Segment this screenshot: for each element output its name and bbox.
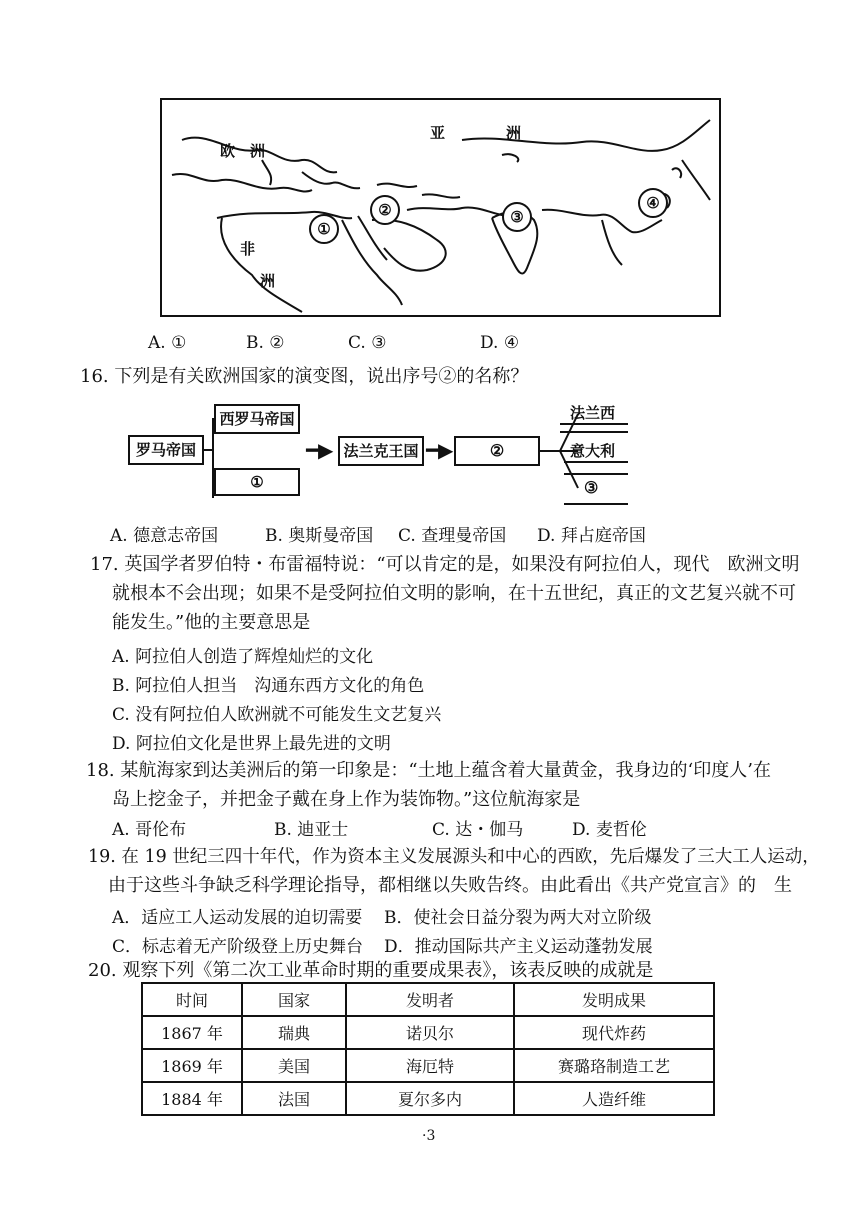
table-row bbox=[142, 1082, 714, 1115]
map-label-europe: 欧 洲 bbox=[220, 142, 266, 160]
q17-option-c: C. 没有阿拉伯人欧洲就不可能发生文艺复兴 bbox=[112, 705, 442, 725]
diagram-marker-1-box: ① bbox=[214, 468, 300, 496]
q17-stem-line-2: 就根本不会出现；如果不是受阿拉伯文明的影响，在十五世纪，真正的文艺复兴就不可 bbox=[112, 583, 796, 604]
q18-option-c: C. 达・伽马 bbox=[432, 820, 524, 840]
q15-option-a: A. ① bbox=[148, 333, 187, 353]
diagram-frankish-kingdom: 法兰克王国 bbox=[338, 436, 424, 466]
map-marker-4: ④ bbox=[638, 188, 668, 218]
table-cell: 现代炸药 bbox=[514, 1016, 714, 1049]
table-header-cell: 时间 bbox=[142, 983, 242, 1016]
table-cell: 诺贝尔 bbox=[346, 1016, 514, 1049]
diagram-france: 法兰西 bbox=[570, 404, 616, 422]
table-cell: 赛璐珞制造工艺 bbox=[514, 1049, 714, 1082]
q16-option-c: C. 查理曼帝国 bbox=[398, 526, 507, 546]
q15-option-b: B. ② bbox=[246, 333, 285, 353]
table-header-row bbox=[142, 983, 714, 1016]
map-marker-1: ① bbox=[309, 214, 339, 244]
arrow-icon: ━▶ bbox=[426, 438, 454, 462]
q16-evolution-diagram bbox=[128, 400, 638, 510]
map-label-asia-1: 亚 bbox=[430, 124, 446, 142]
achievements-table bbox=[141, 982, 715, 1116]
table-header-cell: 发明成果 bbox=[514, 983, 714, 1016]
q18-option-d: D. 麦哲伦 bbox=[572, 820, 647, 840]
table-cell: 瑞典 bbox=[242, 1016, 346, 1049]
q19-stem-line-2: 由于这些斗争缺乏科学理论指导，都相继以失败告终。由此看出《共产党宣言》的 生 bbox=[108, 875, 792, 896]
q16-option-a: A. 德意志帝国 bbox=[110, 526, 219, 546]
q16-option-b: B. 奥斯曼帝国 bbox=[265, 526, 374, 546]
q15-option-c: C. ③ bbox=[348, 333, 387, 353]
map-label-africa-1: 非 bbox=[240, 240, 256, 258]
table-row bbox=[142, 1049, 714, 1082]
arrow-icon: ━▶ bbox=[306, 438, 334, 462]
map-label-asia-2: 洲 bbox=[506, 124, 522, 142]
table-cell: 夏尔多内 bbox=[346, 1082, 514, 1115]
q17-option-d: D. 阿拉伯文化是世界上最先进的文明 bbox=[112, 734, 391, 754]
table-row bbox=[142, 1016, 714, 1049]
q19-stem-line-1: 19. 在 19 世纪三四十年代，作为资本主义发展源头和中心的西欧，先后爆发了三大工人运动， bbox=[88, 847, 820, 867]
diagram-italy: 意大利 bbox=[570, 442, 616, 460]
diagram-western-roman-empire: 西罗马帝国 bbox=[214, 404, 300, 434]
table-cell: 人造纤维 bbox=[514, 1082, 714, 1115]
q19-option-d: D．推动国际共产主义运动蓬勃发展 bbox=[384, 937, 653, 957]
page-number: ·3 bbox=[422, 1128, 436, 1144]
map-marker-3: ③ bbox=[502, 202, 532, 232]
q19-option-c: C．标志着无产阶级登上历史舞台 bbox=[112, 937, 364, 957]
table-cell: 海厄特 bbox=[346, 1049, 514, 1082]
q16-option-d: D. 拜占庭帝国 bbox=[537, 526, 646, 546]
table-cell: 1869 年 bbox=[142, 1049, 242, 1082]
q19-option-b: B．使社会日益分裂为两大对立阶级 bbox=[384, 908, 652, 928]
diagram-roman-empire: 罗马帝国 bbox=[128, 435, 204, 465]
q18-option-b: B. 迪亚士 bbox=[274, 820, 349, 840]
q20-stem: 20. 观察下列《第二次工业革命时期的重要成果表》，该表反映的成就是 bbox=[88, 960, 654, 981]
q17-stem-line-3: 能发生。”他的主要意思是 bbox=[112, 612, 311, 633]
q18-stem-line-2: 岛上挖金子，并把金子戴在身上作为装饰物。”这位航海家是 bbox=[112, 789, 581, 810]
q17-option-b: B. 阿拉伯人担当 沟通东西方文化的角色 bbox=[112, 676, 425, 696]
world-map-figure bbox=[160, 98, 721, 317]
q17-stem-line-1: 17. 英国学者罗伯特・布雷福特说：“可以肯定的是，如果没有阿拉伯人，现代 欧洲文明 bbox=[90, 554, 800, 575]
map-marker-2: ② bbox=[370, 195, 400, 225]
table-cell: 法国 bbox=[242, 1082, 346, 1115]
table-cell: 1867 年 bbox=[142, 1016, 242, 1049]
map-label-africa-2: 洲 bbox=[260, 272, 276, 290]
q19-option-a: A．适应工人运动发展的迫切需要 bbox=[112, 908, 363, 928]
q18-stem-line-1: 18. 某航海家到达美洲后的第一印象是：“土地上蕴含着大量黄金，我身边的‘印度人’在 bbox=[86, 760, 771, 781]
q17-option-a: A. 阿拉伯人创造了辉煌灿烂的文化 bbox=[112, 647, 374, 667]
q16-stem: 16. 下列是有关欧洲国家的演变图，说出序号②的名称？ bbox=[80, 366, 529, 387]
table-cell: 美国 bbox=[242, 1049, 346, 1082]
table-cell: 1884 年 bbox=[142, 1082, 242, 1115]
table-header-cell: 发明者 bbox=[346, 983, 514, 1016]
diagram-marker-3: ③ bbox=[584, 478, 599, 497]
q18-option-a: A. 哥伦布 bbox=[112, 820, 187, 840]
diagram-marker-2-box: ② bbox=[454, 436, 540, 466]
table-header-cell: 国家 bbox=[242, 983, 346, 1016]
q15-option-d: D. ④ bbox=[480, 333, 520, 353]
